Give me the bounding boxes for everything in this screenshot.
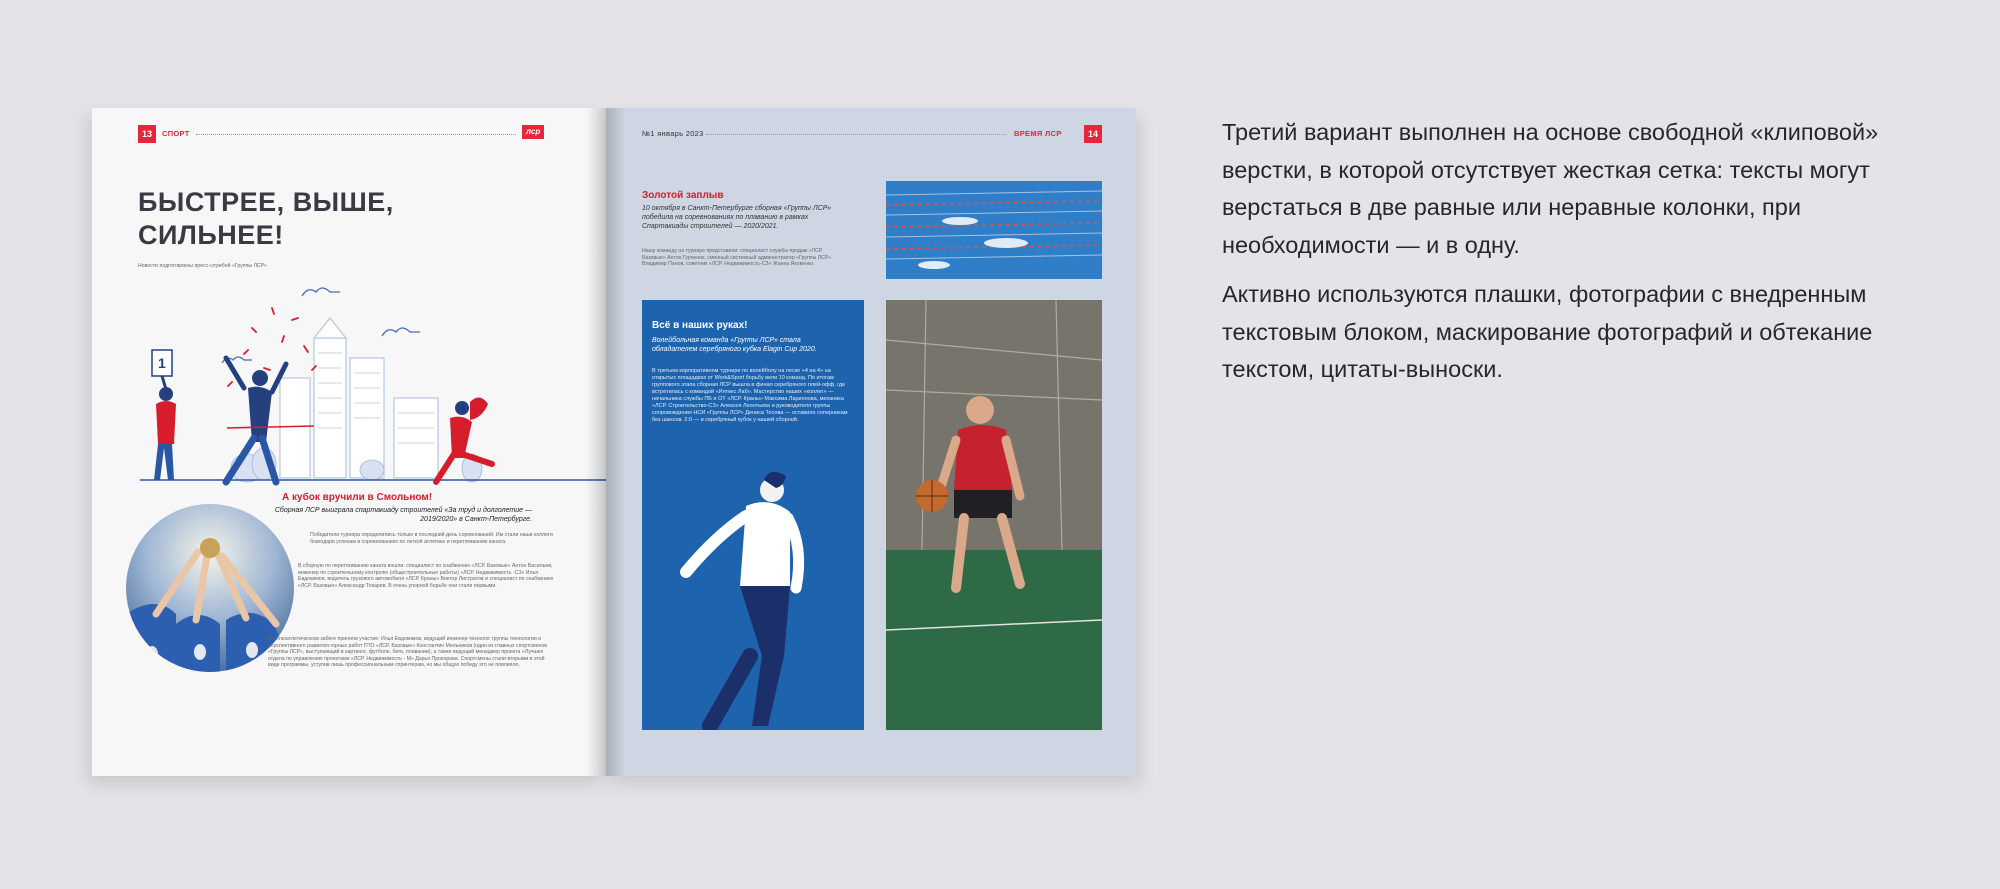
right-page — [606, 108, 1136, 776]
basketball-photo — [886, 300, 1102, 730]
left-page — [92, 108, 606, 776]
cup-article-lead: Сборная ЛСР выиграла спартакиаду строителей «За труд и долголетие — 2019/2020» в Санкт-Петербурге. — [274, 507, 532, 523]
description-paragraph-2: Активно используются плашки, фотографии с внедренным текстовым блоком, маскирование фотографий и обтекание текстом, цитаты-выноски. — [1222, 281, 1873, 382]
header-rule-right — [706, 134, 1006, 135]
volleyball-panel — [642, 300, 864, 730]
issue-label: №1 январь 2023 — [642, 129, 704, 138]
title-line-1: БЫСТРЕЕ, ВЫШЕ, — [138, 187, 394, 217]
section-label-left: СПОРТ — [162, 129, 190, 138]
swimming-pool-photo — [886, 181, 1102, 279]
volleyball-heading: Всё в наших руках! — [652, 320, 748, 331]
cup-article-heading: А кубок вручили в Смольном! — [282, 492, 433, 503]
sports-illustration — [132, 258, 606, 490]
page-number-left: 13 — [138, 125, 156, 143]
layout-description — [1222, 114, 1942, 401]
page-title — [138, 186, 394, 252]
description-paragraph-1: Третий вариант выполнен на основе свободной «клиповой» верстки, в которой отсутствует жесткая сетка: тексты могут верстаться в две равные или неравные колонки, при необходимости — и в одну. — [1222, 119, 1879, 258]
title-note: Новости подготовлены пресс-службой «Группы ЛСР» — [138, 263, 267, 269]
title-line-2: СИЛЬНЕЕ! — [138, 220, 284, 250]
volleyball-lead: Волейбольная команда «Группы ЛСР» стала обладателем серебряного кубка Elagin Cup 2020. — [652, 337, 817, 353]
basketball-player-illustration — [642, 470, 864, 730]
magazine-spread — [92, 108, 1136, 776]
swim-article-lead: 10 октября в Санкт-Петербурге сборная «Группы ЛСР» победила на соревнованиях по плаванию в рамках Спартакиады строителей — 2020/2021. — [642, 205, 832, 230]
page-number-right: 14 — [1084, 125, 1102, 143]
swim-article-body: Нашу команду на турнире представили: специалист службы продаж «ЛСР. Базовые» Антон Гурченок, сменный системный администратор «Группы ЛСР» Владимир Панов, советник «ЛСР. Недвижимость-СЗ» Жанна Яковенко. — [642, 248, 831, 268]
volleyball-body: В третьем корпоративном турнире по волейболу на песке «4 на 4» на открытых площадках от Work&Sport борьбу вели 10 команд. По итогам группового этапа сборная ЛСР вышла в финал серебряного плей-офф, где встретилась с командой «Интекс Лаб». Мастерство наших «коллег» — начальника службы ПБ и ОТ «ЛСР. Краны» Максима Ларионова, механика «ЛСР. Строительство-СЗ» Алексея Леонтьева и руководителя группы сопровождения НСИ «Группы ЛСР» Дениса Тесова — оставило соперникам без шансов. 2:0 — и серебряный кубок у нашей сборной. — [652, 368, 848, 423]
swim-article-heading: Золотой заплыв — [642, 190, 724, 201]
brand-logo: лср — [522, 125, 544, 139]
cup-paragraph-3: В легкоатлетическом забеге приняли участие: Илья Евдокимов, ведущий инженер-технолог группы технологии и перспективного развития горных работ ПТО «ЛСР. Базовые» Константин Мельников (один из главных спортсменов «Группы ЛСР», выступающий в картинге, футболе, беге, плавании), а также ведущий менеджер проекта «Лучшее отдела по управлению проектами «ЛСР. Недвижимость - М» Дарья Прохорова. Спортсмены стали вторыми в этой виде программы, уступив лишь профессиональным спринтерам, но мы общую победу это не повлияло. — [268, 636, 547, 669]
cup-paragraph-1: Победители турнира определились только в последний день соревнований. Им стали наши коллеги благодаря успехам в соревнованиях по легкой атлетике и перетягиванию каната. — [310, 532, 553, 545]
sign-number: 1 — [158, 355, 166, 371]
header-rule-left — [196, 134, 516, 135]
cup-paragraph-2: В сборную по перетягиванию каната вошли: специалист по снабжению «ЛСР. Базовые» Антон Васильев, инженер по строительному контролю (общестроительные работы) «ЛСР. Недвижимость -СЗ» Илья Евдокимов, водитель грузового автомобиля «ЛСР. Краны» Виктор Листратов и специалист по снабжению «ЛСР. Базовые» Александр Токарев. В очень упорной борьбе они стали первыми. — [298, 563, 554, 589]
section-label-right: ВРЕМЯ ЛСР — [1014, 129, 1062, 138]
